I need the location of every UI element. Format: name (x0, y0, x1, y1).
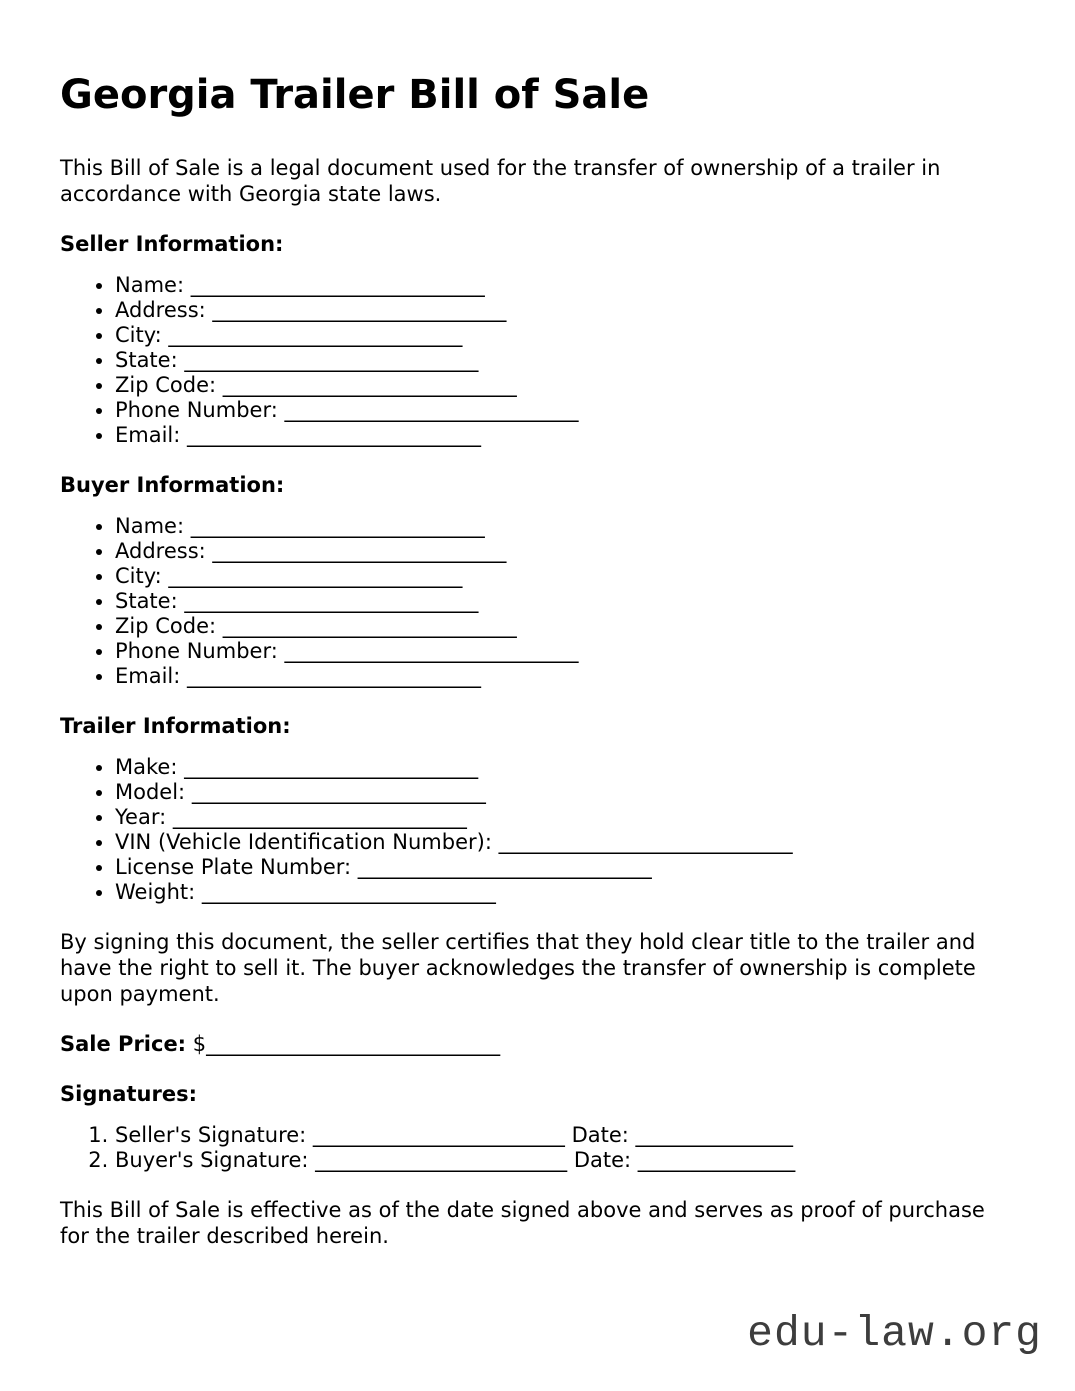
section-heading-seller: Seller Information: (60, 232, 284, 256)
field-blank: ____________________________ (222, 373, 517, 397)
field-seller-zip (115, 373, 1010, 398)
field-label: Weight: (115, 880, 202, 904)
field-blank: ____________________________ (284, 639, 579, 663)
field-blank: ____________________________ (498, 830, 793, 854)
field-blank: ____________________________ (201, 880, 496, 904)
field-label: Model: (115, 780, 192, 804)
field-label: VIN (Vehicle Identification Number): (115, 830, 499, 854)
signature-blank: ________________________ (315, 1148, 568, 1172)
field-blank: ____________________________ (222, 614, 517, 638)
page-title: Georgia Trailer Bill of Sale (60, 72, 650, 118)
field-buyer-phone (115, 639, 1010, 664)
field-trailer-make (115, 755, 1010, 780)
field-label: Email: (115, 664, 188, 688)
field-buyer-name (115, 514, 1010, 539)
field-trailer-year (115, 805, 1010, 830)
field-label: State: (115, 348, 185, 372)
field-label: Year: (115, 805, 173, 829)
field-label: State: (115, 589, 185, 613)
field-blank: ____________________________ (191, 780, 486, 804)
date-label: Date: (564, 1123, 636, 1147)
certification-paragraph: By signing this document, the seller certifies that they hold clear title to the trailer and have the right to sell it. The buyer acknowledges the transfer of ownership is complete upon payment. (60, 930, 976, 1006)
intro-paragraph: This Bill of Sale is a legal document used for the transfer of ownership of a trailer in accordance with Georgia state laws. (60, 156, 941, 206)
watermark-edu-law: edu-law.org (747, 1309, 1042, 1358)
signature-row-buyer (115, 1148, 1010, 1173)
date-blank: _______________ (635, 1123, 794, 1147)
signatures-list (60, 1123, 1010, 1173)
field-label: Make: (115, 755, 185, 779)
field-buyer-state (115, 589, 1010, 614)
sale-price-label: Sale Price: (60, 1032, 187, 1056)
field-label: City: (115, 323, 169, 347)
field-blank: ____________________________ (212, 298, 507, 322)
field-seller-phone (115, 398, 1010, 423)
sale-price-blank: ____________________________ (206, 1032, 501, 1056)
field-label: Name: (115, 273, 191, 297)
field-buyer-address (115, 539, 1010, 564)
field-seller-email (115, 423, 1010, 448)
field-label: Email: (115, 423, 188, 447)
field-trailer-model (115, 780, 1010, 805)
closing-paragraph: This Bill of Sale is effective as of the date signed above and serves as proof of purchase for the trailer described herein. (60, 1198, 985, 1248)
field-blank: ____________________________ (284, 398, 579, 422)
field-seller-city (115, 323, 1010, 348)
field-blank: ____________________________ (190, 514, 485, 538)
field-label: Address: (115, 298, 213, 322)
field-buyer-city (115, 564, 1010, 589)
seller-fields-list (60, 273, 1010, 448)
field-seller-name (115, 273, 1010, 298)
buyer-fields-list (60, 514, 1010, 689)
field-label: License Plate Number: (115, 855, 358, 879)
field-label: Phone Number: (115, 398, 285, 422)
field-blank: ____________________________ (168, 564, 463, 588)
field-buyer-zip (115, 614, 1010, 639)
field-label: Name: (115, 514, 191, 538)
field-blank: ____________________________ (212, 539, 507, 563)
signature-label: Seller's Signature: (115, 1123, 313, 1147)
date-blank: _______________ (637, 1148, 796, 1172)
field-blank: ____________________________ (172, 805, 467, 829)
field-label: Phone Number: (115, 639, 285, 663)
signature-blank: ________________________ (312, 1123, 565, 1147)
date-label: Date: (567, 1148, 638, 1172)
field-label: Zip Code: (115, 373, 223, 397)
field-blank: ____________________________ (184, 348, 479, 372)
field-label: City: (115, 564, 169, 588)
sale-price-line (60, 1031, 1010, 1057)
sale-price-currency: $ (186, 1032, 207, 1056)
section-heading-signatures: Signatures: (60, 1082, 197, 1106)
field-blank: ____________________________ (190, 273, 485, 297)
field-trailer-weight (115, 880, 1010, 905)
trailer-fields-list (60, 755, 1010, 905)
field-label: Address: (115, 539, 213, 563)
field-label: Zip Code: (115, 614, 223, 638)
signature-row-seller (115, 1123, 1010, 1148)
field-seller-state (115, 348, 1010, 373)
section-heading-trailer: Trailer Information: (60, 714, 291, 738)
field-blank: ____________________________ (187, 423, 482, 447)
field-trailer-vin (115, 830, 1010, 855)
signature-label: Buyer's Signature: (115, 1148, 316, 1172)
field-buyer-email (115, 664, 1010, 689)
field-blank: ____________________________ (357, 855, 652, 879)
section-heading-buyer: Buyer Information: (60, 473, 285, 497)
field-blank: ____________________________ (184, 589, 479, 613)
field-blank: ____________________________ (187, 664, 482, 688)
field-blank: ____________________________ (168, 323, 463, 347)
field-seller-address (115, 298, 1010, 323)
field-blank: ____________________________ (184, 755, 479, 779)
field-trailer-license-plate (115, 855, 1010, 880)
